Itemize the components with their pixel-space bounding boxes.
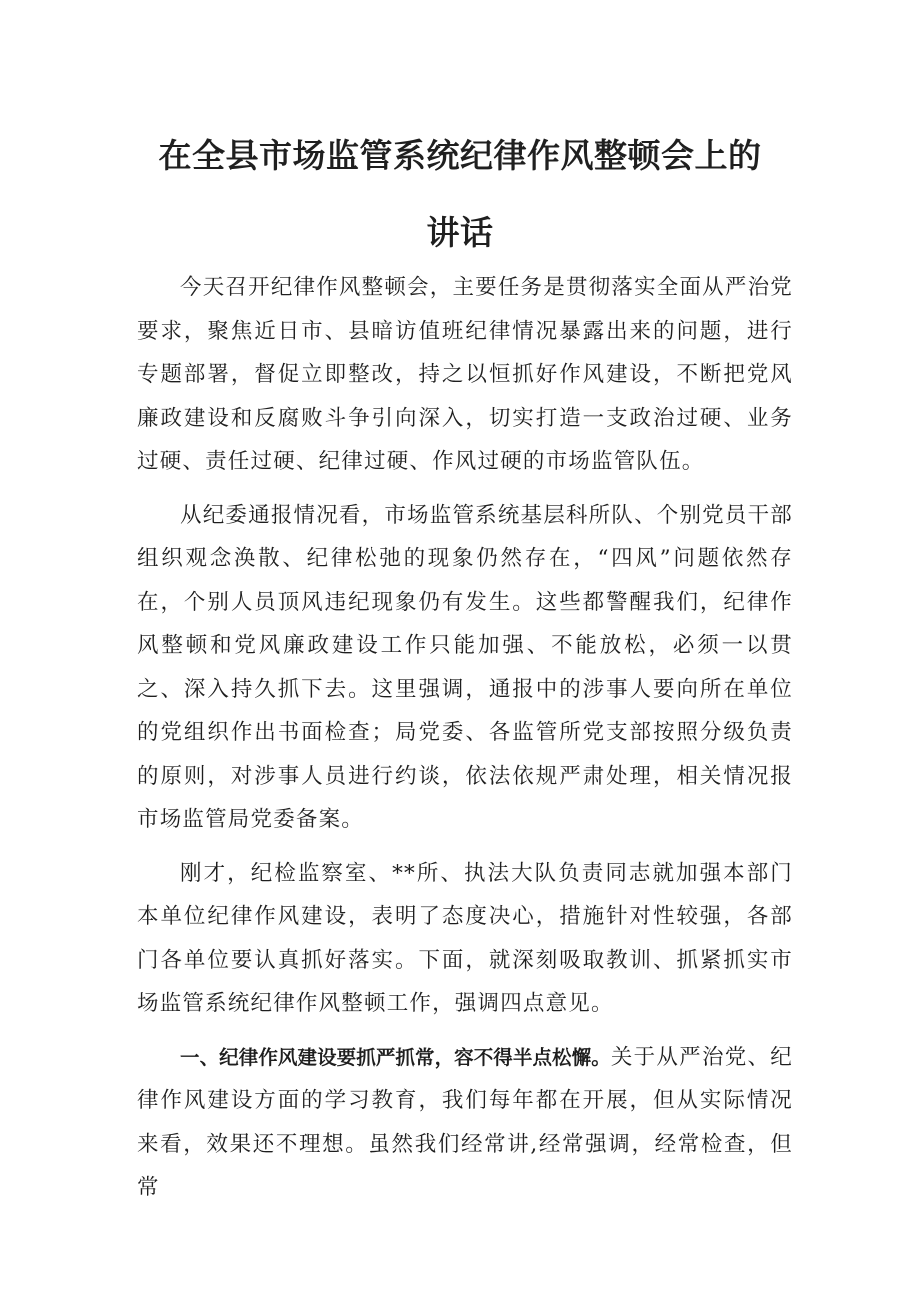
- paragraph-opening: 今天召开纪律作风整顿会，主要任务是贯彻落实全面从严治党要求，聚焦近日市、县暗访值班纪律情况暴露出来的问题，进行专题部署，督促立即整改，持之以恒抓好作风建设，不断把党风廉政建设和反腐败斗争引向深入，切实打造一支政治过硬、业务过硬、责任过硬、纪律过硬、作风过硬的市场监管队伍。: [137, 275, 793, 474]
- document-title-continued: 讲话: [426, 213, 494, 252]
- paragraph-notification: 从纪委通报情况看，市场监管系统基层科所队、个别党员干部组织观念涣散、纪律松弛的现象仍然存在，“四风”问题依然存在，个别人员顶风违纪现象仍有发生。这些都警醒我们，纪律作风整顿和党风廉政建设工作只能加强、不能放松，必须一以贯之、深入持久抓下去。这里强调，通报中的涉事人要向所在单位的党组织作出书面检查；局党委、各监管所党支部按照分级负责的原则，对涉事人员进行约谈，依法依规严肃处理，相关情况报市场监管局党委备案。: [137, 502, 793, 832]
- document-body: [137, 266, 793, 1220]
- section-one-heading: 一、纪律作风建设要抓严抓常，容不得半点松懈。: [180, 1045, 611, 1069]
- document-title: 在全县市场监管系统纪律作风整顿会上的: [158, 136, 762, 175]
- paragraph-remarks: 刚才，纪检监察室、**所、执法大队负责同志就加强本部门本单位纪律作风建设，表明了态度决心，措施针对性较强，各部门各单位要认真抓好落实。下面，就深刻吸取教训、抓紧抓实市场监管系统纪律作风整顿工作，强调四点意见。: [137, 860, 793, 1016]
- paragraph-section-one: [137, 1036, 793, 1210]
- section-one-text: 关于从严治党、纪律作风建设方面的学习教育，我们每年都在开展，但从实际情况来看，效果还不理想。虽然我们经常讲,经常强调，经常检查，但常: [137, 1044, 793, 1200]
